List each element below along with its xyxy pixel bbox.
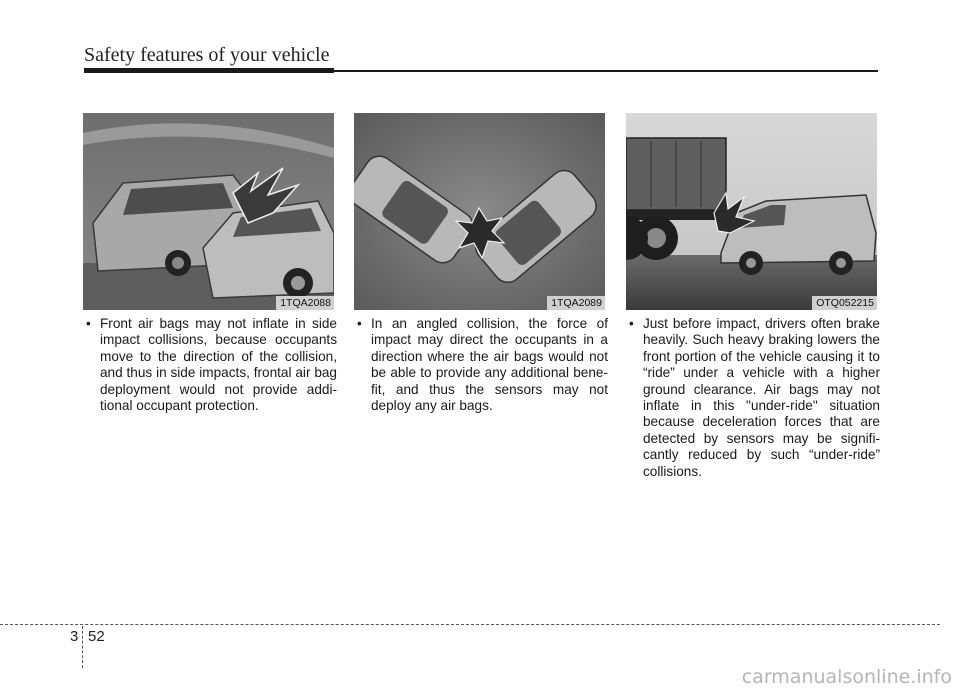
bullet-under-ride bbox=[629, 316, 880, 480]
under-ride-illustration-svg bbox=[626, 113, 877, 310]
bullet-marker: • bbox=[629, 316, 634, 331]
bullet-marker: • bbox=[86, 316, 91, 331]
bullet-angled-collision bbox=[357, 316, 608, 414]
bullet-text: In an angled collision, the force of impact may direct the occupants in a direction where the air bags would not be able to provide any additional bene-fit, and thus the sensors may not deploy any air bags. bbox=[371, 316, 608, 414]
header-rule-thin bbox=[334, 70, 878, 72]
angled-collision-illustration bbox=[354, 113, 605, 310]
page-title: Safety features of your vehicle bbox=[84, 44, 330, 66]
figure-caption: 1TQA2089 bbox=[547, 296, 605, 310]
figure-caption: OTQ052215 bbox=[812, 296, 877, 310]
footer-dashed-rule bbox=[0, 624, 940, 625]
header-rule-thick bbox=[84, 68, 334, 73]
bullet-marker: • bbox=[357, 316, 362, 331]
side-impact-illustration-svg bbox=[83, 113, 334, 310]
watermark-text: carmanualsonline.info bbox=[741, 666, 952, 688]
page-number: 52 bbox=[88, 628, 105, 645]
angled-collision-illustration-svg bbox=[354, 113, 605, 310]
under-ride-collision-illustration bbox=[626, 113, 877, 310]
side-impact-collision-illustration bbox=[83, 113, 334, 310]
bullet-text: Front air bags may not inflate in side impact collisions, because occupants move to the direction of the collision, and thus in side impacts, frontal air bag deployment would not provide addi-tional occupant protection. bbox=[100, 316, 337, 414]
bullet-text: Just before impact, drivers often brake heavily. Such heavy braking lowers the front portion of the vehicle causing it to “ride” under a vehicle with a higher ground clearance. Air bags may not inflate in this "under-ride" situation because deceleration forces that are detected by sensors may be signifi-cantly reduced by such “under-ride” collisions. bbox=[643, 316, 880, 479]
figure-caption: 1TQA2088 bbox=[276, 296, 334, 310]
footer-vertical-dashed-rule bbox=[82, 626, 83, 668]
bullet-side-impact bbox=[86, 316, 337, 414]
chapter-number: 3 bbox=[70, 628, 79, 645]
